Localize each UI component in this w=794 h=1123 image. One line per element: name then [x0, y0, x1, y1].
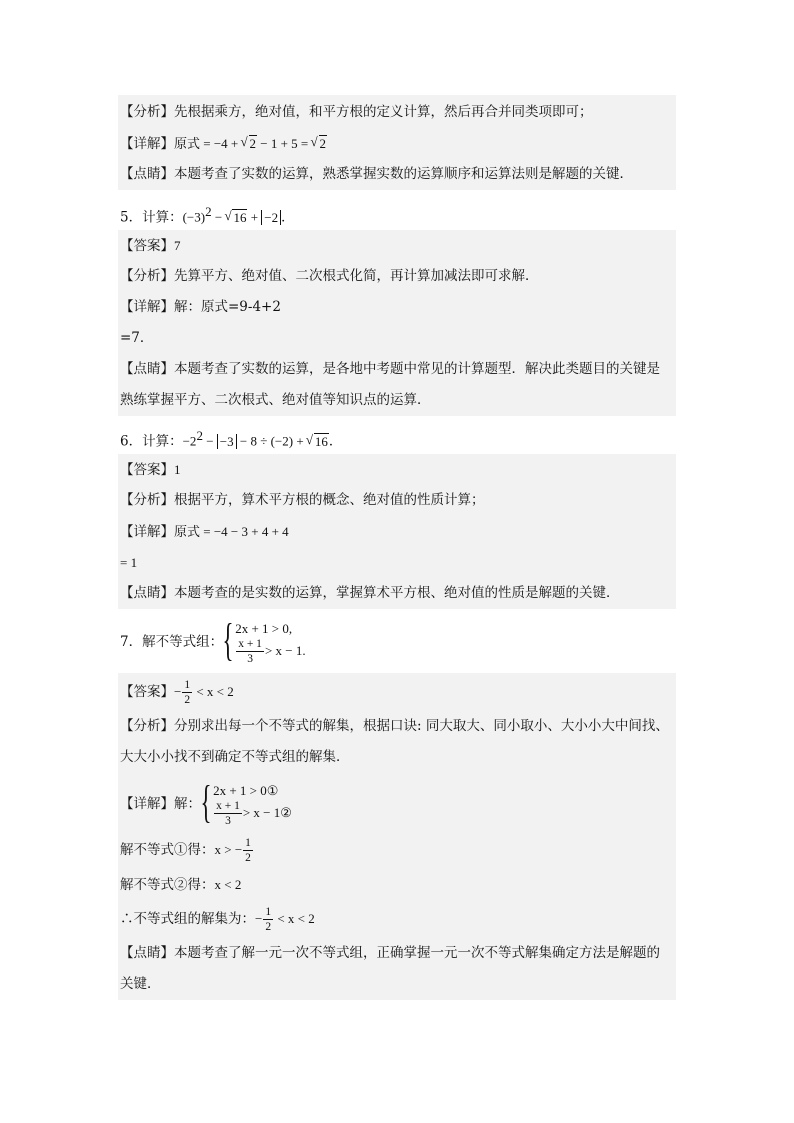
- analysis-text: 先算平方、绝对值、二次根式化简，再计算加减法即可求解．: [174, 268, 539, 284]
- comment-line: [118, 159, 676, 190]
- answer-value: 7: [174, 238, 181, 253]
- q7-system: [222, 614, 306, 665]
- detail-mid: − 1 + 5 =: [257, 136, 312, 151]
- sqrt-result: √ 2: [312, 128, 328, 159]
- q7-step-2: [118, 869, 676, 900]
- block-prev-solution: [118, 95, 676, 190]
- q5-detail-line-2: [118, 323, 676, 354]
- detail-tag: 【详解】: [120, 524, 174, 540]
- question-7-stem: [118, 609, 676, 671]
- q7-comment-line-2: [118, 969, 676, 1000]
- q6-sqrt: √ 16: [307, 425, 329, 458]
- q5-end: ．: [281, 209, 295, 226]
- q5-abs: −2: [261, 210, 281, 225]
- q6-detail-line: [118, 516, 676, 547]
- q5-answer-line: [118, 230, 676, 261]
- q7-detail-line: [118, 773, 676, 831]
- system-lines: [235, 618, 306, 665]
- answer-tag: 【答案】: [120, 462, 174, 478]
- q6-detail-line-2: [118, 547, 676, 578]
- q5-comment-line: [118, 354, 676, 385]
- comment-tag: 【点睛】: [120, 166, 174, 182]
- q5-plus: +: [247, 209, 262, 225]
- detail-system: [200, 776, 292, 827]
- answer-tag: 【答案】: [120, 238, 174, 254]
- q6-exp: 2: [196, 428, 203, 443]
- step-text: ∴不等式组的解集为：: [120, 911, 255, 927]
- detail-text: 原式 = −4 − 3 + 4 + 4: [174, 524, 289, 539]
- q5-comment-line-2: [118, 385, 676, 416]
- answer-tag: 【答案】: [120, 684, 174, 700]
- q5-label: 5．计算：: [120, 209, 183, 226]
- fraction: $\frac{x + 1}{3}$: [238, 637, 262, 665]
- q5-base: (−3): [182, 209, 206, 225]
- system-lines: [213, 780, 292, 827]
- detail-tag: 【详解】: [120, 136, 174, 152]
- q5-analysis-line: [118, 261, 676, 292]
- q6-end: ．: [328, 433, 343, 450]
- fraction: $\frac{x + 1}{3}$: [216, 799, 240, 827]
- document-page: [118, 95, 676, 1000]
- brace-symbol: {: [222, 614, 234, 665]
- analysis-text-2: 大大小小找不到确定不等式组的解集．: [120, 749, 350, 765]
- q5-detail-line: [118, 292, 676, 323]
- comment-text-2: 熟练掌握平方、二次根式、绝对值等知识点的运算．: [120, 392, 431, 408]
- q6-comment-line: [118, 578, 676, 609]
- step-text: 解不等式②得：: [120, 877, 215, 893]
- step-rest: < x < 2: [274, 911, 315, 926]
- comment-text: 本题考查了实数的运算，是各地中考题中常见的计算题型．解决此类题目的关键是: [174, 361, 660, 377]
- system-eq-1: 2x + 1 > 0,: [235, 621, 293, 636]
- comment-text: 本题考查了解一元一次不等式组，正确掌握一元一次不等式解集确定方法是解题的: [174, 945, 660, 961]
- step-math: x < 2: [214, 877, 242, 892]
- system-eq-2: $\frac{x + 1}{3}$ > x − 1②: [216, 799, 292, 827]
- question-5-solution: [118, 230, 676, 416]
- step-fraction: $\frac{1}{2}$: [245, 837, 251, 864]
- answer-fraction: $\frac{1}{2}$: [184, 679, 191, 706]
- q6-pre: −2: [182, 433, 197, 449]
- q7-analysis-line-2: [118, 742, 676, 773]
- analysis-text: 先根据乘方，绝对值，和平方根的定义计算，然后再合并同类项即可；: [174, 104, 593, 120]
- q5-exp: 2: [205, 204, 212, 219]
- analysis-line: [118, 97, 676, 128]
- analysis-tag: 【分析】: [120, 268, 174, 284]
- comment-tag: 【点睛】: [120, 361, 174, 377]
- brace-symbol: {: [200, 776, 212, 827]
- q6-abs: −3: [217, 434, 237, 449]
- step-math: x > −: [214, 842, 243, 857]
- q7-comment-line: [118, 938, 676, 969]
- q6-mid: − 8 ÷ (−2) +: [236, 433, 307, 449]
- detail-text: 解：: [174, 796, 201, 812]
- comment-tag: 【点睛】: [120, 585, 174, 601]
- detail-text-2: = 1: [120, 555, 138, 570]
- question-6-solution: [118, 454, 676, 609]
- answer-neg: −: [174, 684, 182, 699]
- analysis-tag: 【分析】: [120, 492, 174, 508]
- detail-tag: 【详解】: [120, 796, 174, 812]
- analysis-text: 根据平方，算术平方根的概念、绝对值的性质计算；: [174, 492, 485, 508]
- q6-label: 6．计算：: [120, 433, 183, 450]
- detail-text: 解：原式=9-4+2: [174, 299, 281, 315]
- q7-analysis-line: [118, 711, 676, 742]
- q7-label: 7．解不等式组：: [120, 634, 224, 650]
- detail-line: [118, 128, 676, 159]
- system-eq-2: $\frac{x + 1}{3}$ > x − 1.: [238, 637, 306, 665]
- analysis-tag: 【分析】: [120, 104, 174, 120]
- comment-tag: 【点睛】: [120, 945, 174, 961]
- q7-step-3: [118, 900, 676, 938]
- answer-rest: < x < 2: [193, 684, 234, 699]
- step-text: 解不等式①得：: [120, 842, 215, 858]
- system-eq-1: 2x + 1 > 0①: [213, 783, 279, 798]
- q6-analysis-line: [118, 485, 676, 516]
- question-7-solution: [118, 673, 676, 1000]
- sqrt-term: √ 2: [242, 128, 258, 159]
- detail-tag: 【详解】: [120, 299, 174, 315]
- detail-text-2: =7．: [120, 330, 154, 346]
- q6-minus: −: [202, 433, 217, 449]
- comment-text-2: 关键．: [120, 976, 161, 992]
- q5-minus: −: [211, 209, 226, 225]
- analysis-tag: 【分析】: [120, 718, 174, 734]
- answer-value: 1: [174, 462, 181, 477]
- step-neg: −: [255, 911, 263, 926]
- question-5-stem: [118, 195, 676, 228]
- q5-sqrt: √ 16: [225, 201, 247, 234]
- step-fraction: $\frac{1}{2}$: [265, 906, 272, 933]
- q7-answer-line: [118, 673, 676, 711]
- comment-text: 本题考查了实数的运算，熟悉掌握实数的运算顺序和运算法则是解题的关键．: [174, 166, 633, 182]
- detail-text: 原式 = −4 +: [174, 136, 242, 151]
- question-6-stem: [118, 419, 676, 452]
- comment-text: 本题考查的是实数的运算，掌握算术平方根、绝对值的性质是解题的关键．: [174, 585, 620, 601]
- analysis-text: 分别求出每一个不等式的解集，根据口诀: 同大取大、同小取小、大小小大中间找、: [174, 718, 669, 734]
- q6-answer-line: [118, 454, 676, 485]
- q7-step-1: [118, 831, 676, 869]
